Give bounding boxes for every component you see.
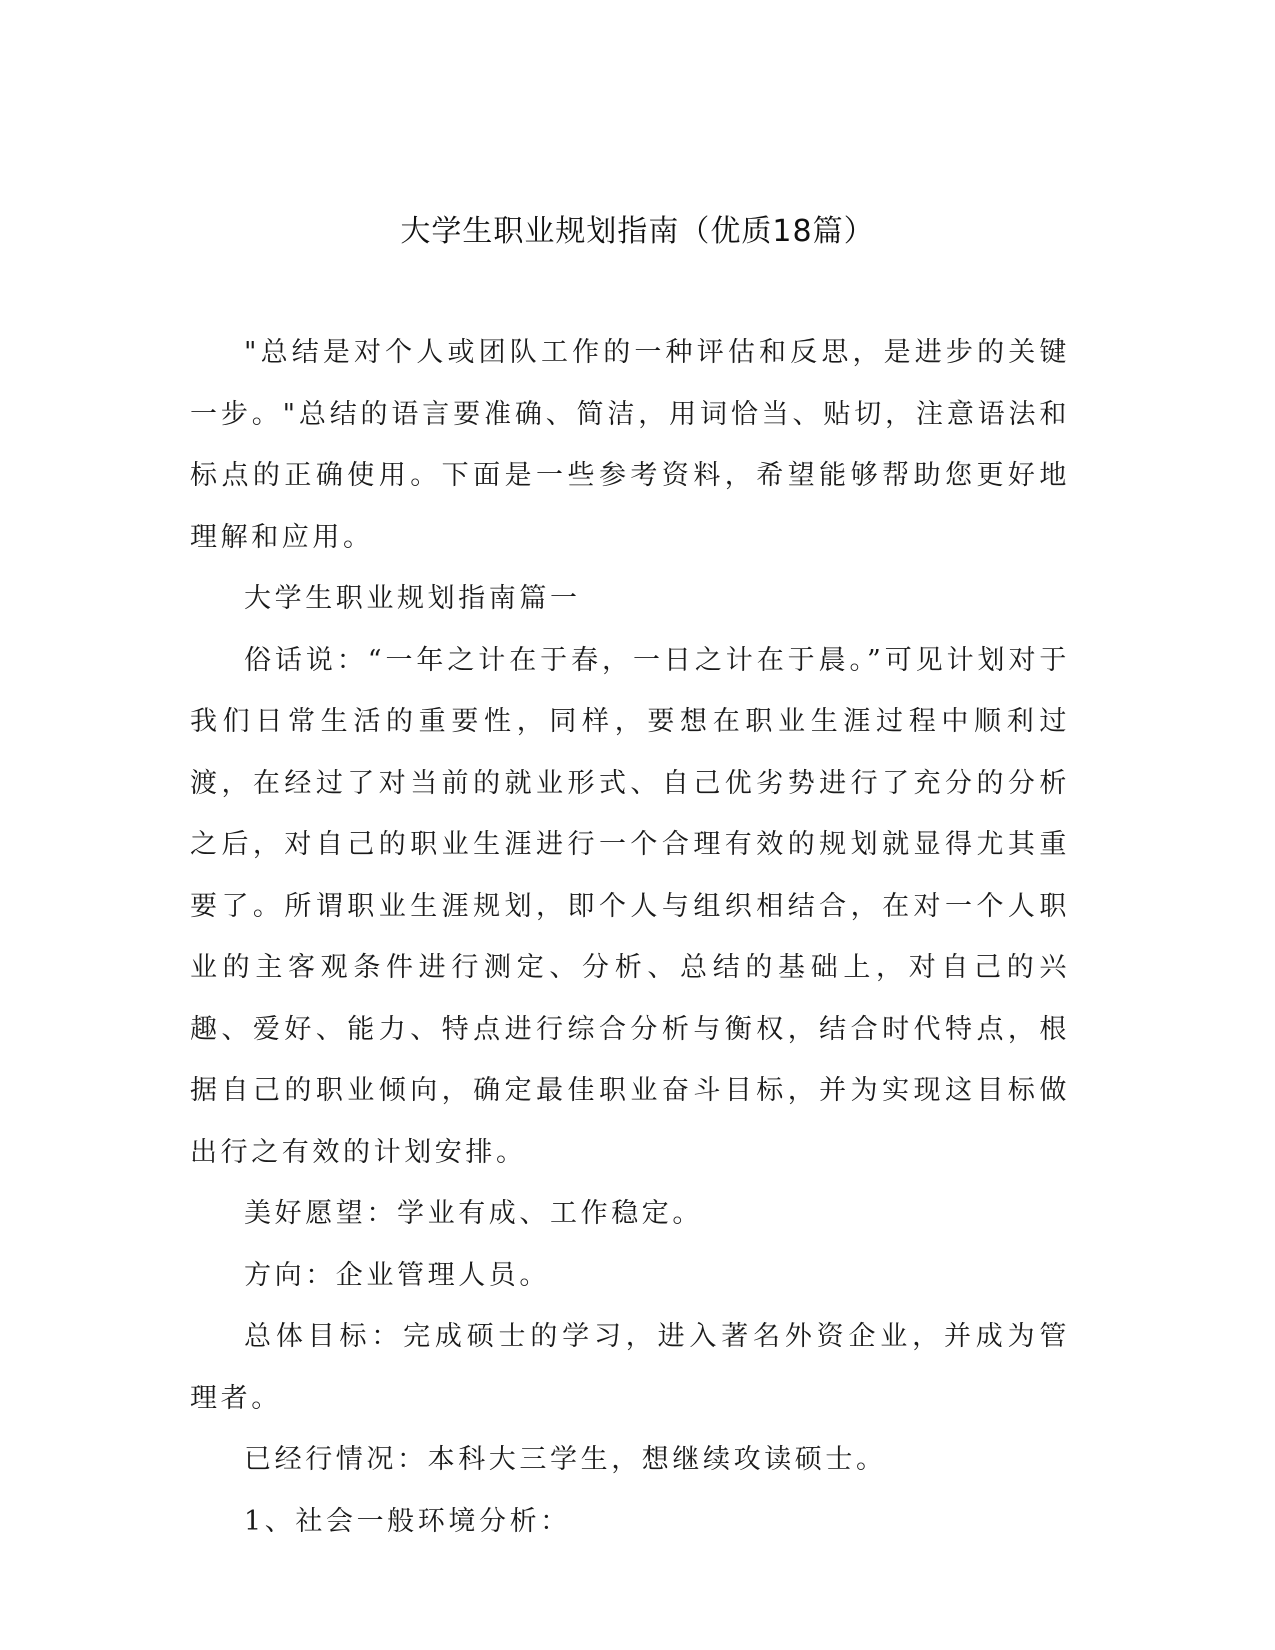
status-paragraph: 已经行情况：本科大三学生，想继续攻读硕士。 <box>244 1444 887 1475</box>
document-body <box>190 322 1070 1552</box>
wish-paragraph: 美好愿望：学业有成、工作稳定。 <box>244 1198 703 1229</box>
document-title: 大学生职业规划指南（优质18篇） <box>400 214 875 249</box>
goal-paragraph: 总体目标：完成硕士的学习，进入著名外资企业，并成为管理者。 <box>190 1321 1070 1414</box>
section-heading: 大学生职业规划指南篇一 <box>244 583 581 614</box>
intro-paragraph: "总结是对个人或团队工作的一种评估和反思，是进步的关键一步。"总结的语言要准确、简洁，用词恰当、贴切，注意语法和标点的正确使用。下面是一些参考资料，希望能够帮助您更好地理解和应用。 <box>190 337 1070 553</box>
direction-paragraph: 方向：企业管理人员。 <box>244 1259 550 1291</box>
list-item: 1、社会一般环境分析： <box>244 1505 571 1537</box>
body-paragraph: 俗话说：“一年之计在于春，一日之计在于晨。”可见计划对于我们日常生活的重要性，同样，要想在职业生涯过程中顺利过渡，在经过了对当前的就业形式、自己优劣势进行了充分的分析之后，对自己的职业生涯进行一个合理有效的规划就显得尤其重要了。所谓职业生涯规划，即个人与组织相结合，在对一个人职业的主客观条件进行测定、分析、总结的基础上，对自己的兴趣、爱好、能力、特点进行综合分析与衡权，结合时代特点，根据自己的职业倾向，确定最佳职业奋斗目标，并为实现这目标做出行之有效的计划安排。 <box>190 644 1070 1168</box>
